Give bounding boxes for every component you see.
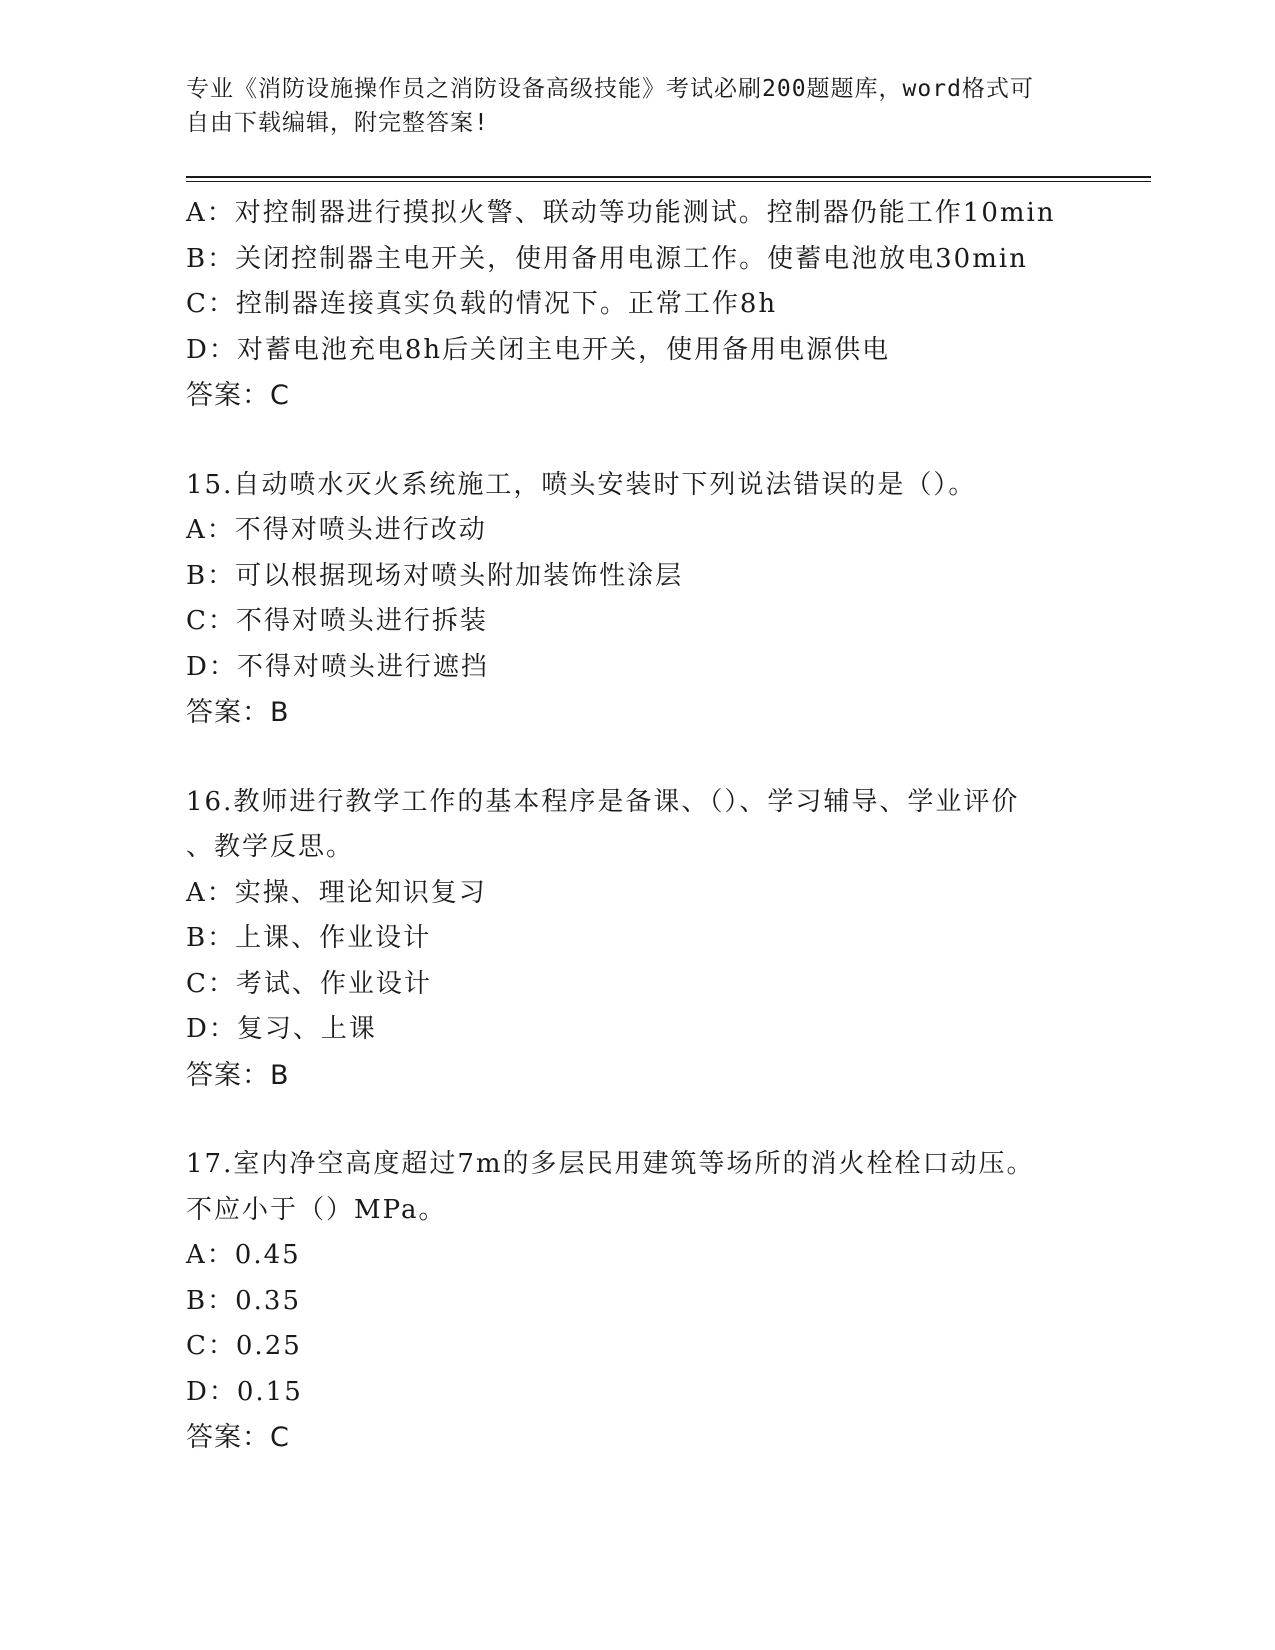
- header-divider-thick: [186, 176, 1151, 178]
- spacer: [186, 419, 1086, 463]
- option-b: B：上课、作业设计: [186, 923, 432, 953]
- option-a: A：对控制器进行摸拟火警、联动等功能测试。控制器仍能工作10min: [186, 198, 1056, 228]
- question-16: [186, 780, 1086, 1099]
- header-line-1: 专业《消防设施操作员之消防设备高级技能》考试必刷200题题库，word格式可: [186, 76, 1034, 102]
- option-b: B：关闭控制器主电开关，使用备用电源工作。使蓄电池放电30min: [186, 243, 1028, 274]
- option-d: D：对蓄电池充电8h后关闭主电开关，使用备用电源供电: [186, 334, 891, 365]
- option-d: D：0.15: [186, 1376, 303, 1407]
- option-c: C：考试、作业设计: [186, 968, 432, 999]
- question-stem-line: 不应小于（）MPa。: [186, 1194, 447, 1225]
- option-d: D：复习、上课: [186, 1014, 377, 1044]
- question-17: [186, 1142, 1086, 1461]
- question-stem-line: 、教学反思。: [186, 832, 355, 862]
- option-b: B：0.35: [186, 1285, 301, 1316]
- option-c: C：0.25: [186, 1331, 302, 1361]
- option-b: B：可以根据现场对喷头附加装饰性涂层: [186, 560, 684, 591]
- answer-line: 答案：B: [186, 1059, 290, 1091]
- header-line-2: 自由下载编辑，附完整答案!: [186, 110, 489, 136]
- question-15: [186, 463, 1086, 736]
- question-stem-line: 17.室内净空高度超过7m的多层民用建筑等场所的消火栓栓口动压。: [186, 1149, 1035, 1179]
- option-c: C：控制器连接真实负载的情况下。正常工作8h: [186, 289, 778, 319]
- question-list: [186, 191, 1086, 1461]
- question-stem: [186, 463, 1066, 509]
- option-d: D：不得对喷头进行遮挡: [186, 651, 489, 682]
- header-divider-thin: [186, 181, 1151, 182]
- answer-line: 答案：C: [186, 380, 290, 411]
- spacer: [186, 1098, 1086, 1142]
- answer-line: 答案：C: [186, 1422, 290, 1453]
- question-continued: [186, 191, 1086, 419]
- question-stem-line: 15.自动喷水灭火系统施工，喷头安装时下列说法错误的是（）。: [186, 469, 977, 500]
- question-stem-line: 16.教师进行教学工作的基本程序是备课、（）、学习辅导、学业评价: [186, 786, 1020, 817]
- document-header: [186, 72, 1066, 140]
- option-a: A：0.45: [186, 1240, 301, 1270]
- question-stem: [186, 780, 1066, 871]
- option-c: C：不得对喷头进行拆装: [186, 606, 488, 636]
- question-stem: [186, 1142, 1066, 1233]
- spacer: [186, 736, 1086, 780]
- answer-line: 答案：B: [186, 697, 290, 728]
- option-a: A：实操、理论知识复习: [186, 877, 487, 908]
- option-a: A：不得对喷头进行改动: [186, 515, 487, 545]
